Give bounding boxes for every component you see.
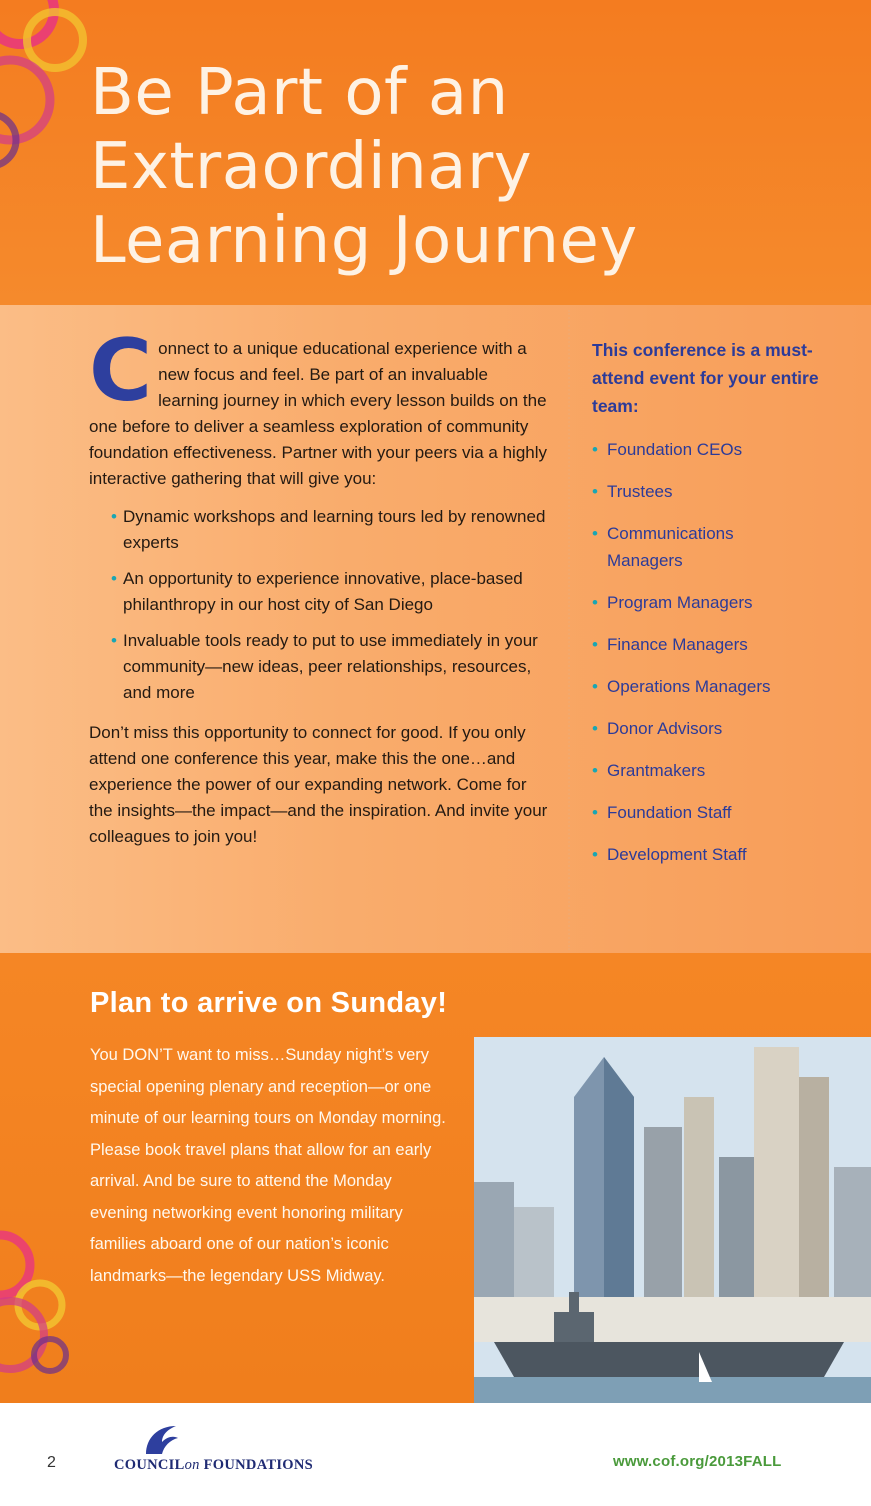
arrival-text: You DON’T want to miss…Sunday night’s very special opening plenary and reception—or one minute of our learning tours on Monday morning. Please book travel plans that allow for an early arrival. And be sure to attend the Monday evening networking event honoring military families aboard one of our nation’s iconic landmarks—the legendary USS Midway. — [90, 1046, 446, 1285]
logo-main: COUNCIL — [114, 1457, 185, 1473]
list-item: • An opportunity to experience innovative, place-based philanthropy in our host city of San Diego — [111, 566, 549, 618]
role-item: • Program Managers — [592, 589, 852, 616]
role-item: • Donor Advisors — [592, 715, 852, 742]
role-item: • Operations Managers — [592, 673, 852, 700]
intro-column — [89, 321, 549, 850]
role-item: • Foundation CEOs — [592, 436, 852, 463]
role-item: • Foundation Staff — [592, 799, 852, 826]
role-item: • Finance Managers — [592, 631, 852, 658]
san-diego-skyline-photo — [474, 1037, 871, 1403]
column-divider — [568, 310, 570, 950]
page-title — [90, 56, 830, 278]
arrival-heading: Plan to arrive on Sunday! — [90, 987, 448, 1019]
role-item: • Trustees — [592, 478, 852, 505]
role-item: • Development Staff — [592, 841, 852, 868]
page-number: 2 — [47, 1454, 56, 1471]
list-item: • Invaluable tools ready to put to use immediately in your community—new ideas, peer relationships, resources, and more — [111, 628, 549, 706]
skyline-illustration — [474, 1037, 871, 1403]
website-link[interactable]: www.cof.org/2013FALL — [613, 1453, 782, 1470]
closing-paragraph: Don’t miss this opportunity to connect for good. If you only attend one conference this year, make this the one…and experience the power of our expanding network. Come for the insights—the impact—and the inspiration. And invite your colleagues to join you! — [89, 723, 548, 846]
title-line-2: Extraordinary — [90, 130, 533, 204]
role-item: • Grantmakers — [592, 757, 852, 784]
title-line-1: Be Part of an — [90, 56, 509, 130]
decorative-circles-top — [0, 0, 100, 180]
role-item: • Communications Managers — [592, 520, 782, 574]
council-logo-icon — [140, 1420, 180, 1460]
role-list — [592, 436, 852, 868]
council-logo-text — [114, 1457, 313, 1474]
intro-text: onnect to a unique educational experience with a new focus and feel. Be part of an invaluable learning journey in which every lesson builds on the one before to deliver a seamless exploration of community foundation effectiveness. Partner with your peers via a highly interactive gathering that will give you: — [89, 339, 548, 488]
logo-rest: FOUNDATIONS — [203, 1457, 314, 1473]
dropcap: C — [89, 321, 153, 421]
intro-paragraph — [89, 321, 549, 492]
benefit-list — [89, 504, 549, 706]
team-column — [592, 336, 852, 883]
list-item: • Dynamic workshops and learning tours led by renowned experts — [111, 504, 549, 556]
logo-on: on — [184, 1457, 200, 1473]
decorative-circles-bottom — [0, 1225, 80, 1385]
title-line-3: Learning Journey — [90, 204, 638, 278]
header-banner — [0, 0, 871, 305]
team-heading: This conference is a must-attend event for your entire team: — [592, 340, 819, 416]
